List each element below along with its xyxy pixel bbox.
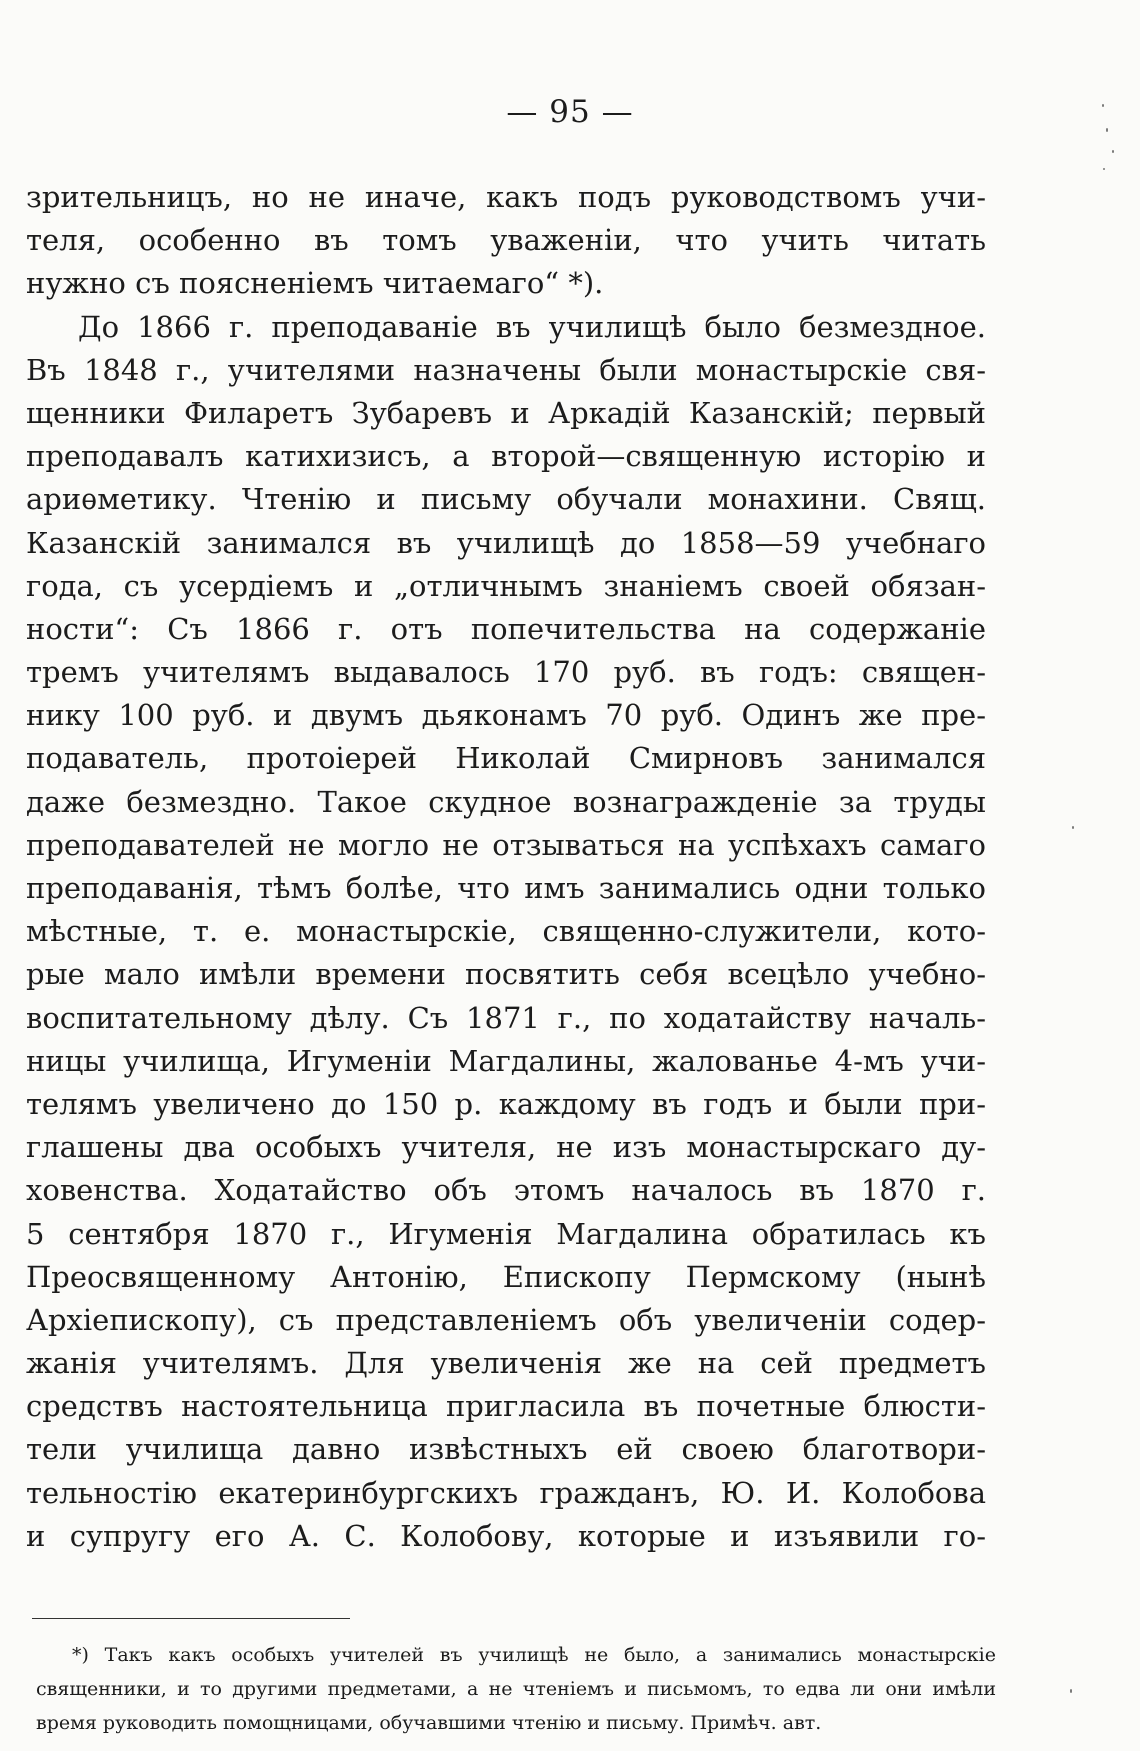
footnote: [36, 1638, 996, 1740]
text-line: преподаванія, тѣмъ болѣе, что имъ занимались одни только: [26, 871, 986, 905]
scan-speck: [1112, 150, 1114, 153]
text-line: преподавателей не могло не отзываться на успѣхахъ самаго: [26, 827, 986, 862]
text-line: нужно съ поясненіемъ читаемаго“ *).: [26, 266, 604, 301]
text-line: ариѳметику. Чтенію и письму обучали монахини. Свящ.: [26, 482, 986, 517]
text-line: глашены два особыхъ учителя, не изъ монастырскаго ду-: [26, 1130, 986, 1165]
scan-speck: [1103, 168, 1105, 170]
text-line: 5 сентября 1870 г., Игуменія Магдалина обратилась къ: [26, 1216, 986, 1251]
text-line: До 1866 г. преподаваніе въ училищѣ было безмездное.: [78, 309, 986, 344]
text-line: тели училища давно извѣстныхъ ей своею благотвори-: [26, 1432, 986, 1467]
text-line: Казанскій занимался въ училищѣ до 1858—59 учебнаго: [26, 525, 986, 560]
text-line: теля, особенно въ томъ уваженіи, что учить читать: [26, 223, 986, 258]
text-line: ности“: Съ 1866 г. отъ попечительства на содержаніе: [26, 611, 986, 646]
text-line: Преосвященному Антонію, Епископу Пермскому (нынѣ: [26, 1259, 986, 1294]
text-line: нику 100 руб. и двумъ дьяконамъ 70 руб. Одинъ же пре-: [26, 698, 986, 733]
text-line: тельностію екатеринбургскихъ гражданъ, Ю. И. Колобова: [26, 1475, 986, 1510]
body-text: [26, 176, 986, 1558]
text-line: года, съ усердіемъ и „отличнымъ знаніемъ своей обязан-: [26, 568, 986, 603]
scan-speck: [1072, 826, 1074, 829]
scan-speck: [1106, 128, 1108, 132]
scan-speck: [1070, 1689, 1072, 1693]
text-line: преподавалъ катихизисъ, а второй—священную исторію и: [26, 439, 986, 474]
text-line: зрительницъ, но не иначе, какъ подъ руководствомъ учи-: [26, 180, 986, 214]
text-line: средствъ настоятельница пригласила въ почетные блюсти-: [26, 1389, 986, 1424]
text-line: телямъ увеличено до 150 р. каждому въ годъ и были при-: [26, 1086, 986, 1121]
footnote-line: *) Такъ какъ особыхъ учителей въ училищѣ не было, а занимались монастырскіе: [72, 1644, 996, 1666]
footnote-line: священники, и то другими предметами, а не чтеніемъ и письмомъ, то едва ли они имѣли: [36, 1678, 996, 1700]
text-line: Въ 1848 г., учителями назначены были монастырскіе свя-: [26, 352, 986, 387]
text-line: тремъ учителямъ выдавалось 170 руб. въ годъ: священ-: [26, 655, 986, 690]
text-line: даже безмездно. Такое скудное вознагражденіе за труды: [26, 784, 986, 819]
footnote-divider: [32, 1618, 350, 1619]
text-line: рые мало имѣли времени посвятить себя всецѣло учебно-: [26, 957, 986, 992]
text-line: воспитательному дѣлу. Съ 1871 г., по ходатайству началь-: [26, 1000, 986, 1035]
text-line: Архіепископу), съ представленіемъ объ увеличеніи содер-: [26, 1302, 986, 1337]
text-line: щенники Филаретъ Зубаревъ и Аркадій Казанскій; первый: [26, 395, 986, 430]
footnote-line: время руководить помощницами, обучавшими чтенію и письму. Примѣч. авт.: [36, 1712, 822, 1734]
page-number: — 95 —: [506, 94, 634, 130]
text-line: мѣстные, т. е. монастырскіе, священно-служители, кото-: [26, 914, 986, 949]
text-line: ницы училища, Игуменіи Магдалины, жалованье 4-мъ учи-: [26, 1043, 986, 1078]
scan-speck: [1102, 104, 1104, 107]
text-line: и супругу его А. С. Колобову, которые и изъявили го-: [26, 1518, 986, 1553]
text-line: жанія учителямъ. Для увеличенія же на сей предметъ: [26, 1346, 986, 1381]
text-line: подаватель, протоіерей Николай Смирновъ занимался: [26, 741, 986, 776]
text-line: ховенства. Ходатайство объ этомъ началось въ 1870 г.: [26, 1173, 986, 1208]
